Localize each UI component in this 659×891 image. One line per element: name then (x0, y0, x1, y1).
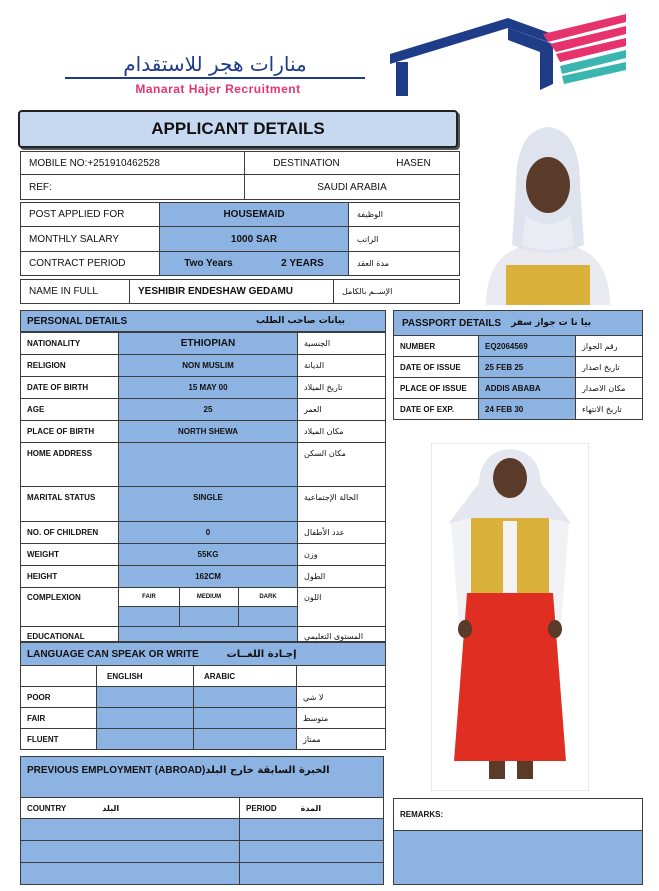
issue-date-label: DATE OF ISSUE (400, 362, 461, 372)
passport-number-value: EQ2064569 (485, 341, 528, 351)
lang-fluent-ar-cell (296, 728, 386, 750)
salary-ar-cell (348, 226, 460, 252)
language-header (20, 642, 386, 666)
issue-date-value: 25 FEB 25 (485, 362, 524, 372)
applicant-name: YESHIBIR ENDESHAW GEDAMU (138, 286, 294, 297)
passport-number-ar-cell (575, 335, 643, 357)
address-ar-cell (297, 442, 386, 487)
height-ar: الطول (304, 572, 326, 581)
height-ar-cell (297, 565, 386, 588)
expiry-ar-cell (575, 398, 643, 420)
pob-ar-cell (297, 420, 386, 443)
salary-value-cell (159, 226, 349, 252)
complexion-label-cell (20, 587, 119, 627)
dob-ar-cell (297, 376, 386, 399)
issue-place-label-cell (393, 377, 479, 399)
employment-header (20, 756, 384, 798)
issue-date-ar: تاريخ اصدار (582, 362, 620, 372)
contract-value: Two Years (184, 258, 233, 269)
age-ar: العمر (304, 405, 322, 414)
lang-poor-ar: لا شي (303, 692, 324, 702)
language-title-ar: إجـادة اللغــات (226, 648, 297, 660)
destination-country: SAUDI ARABIA (317, 181, 387, 193)
expiry-value-cell (478, 398, 576, 420)
lang-fluent-label: FLUENT (27, 734, 59, 744)
complexion-fair: FAIR (142, 594, 156, 600)
religion-ar: الديانة (304, 361, 325, 370)
weight-value: 55KG (197, 550, 219, 559)
height-label: HEIGHT (27, 572, 58, 581)
education-ar: المستوى التعليمي (304, 632, 364, 641)
emp-row-2-country (20, 840, 240, 863)
pob-label-cell (20, 420, 119, 443)
religion-label: RELIGION (27, 361, 66, 370)
expiry-ar: تاريخ الانتهاء (582, 404, 622, 414)
emp-row-1-period (239, 818, 384, 841)
name-ar: الإســم بالكامل (342, 287, 393, 296)
complexion-label: COMPLEXION (27, 593, 81, 602)
post-table (20, 202, 460, 276)
ref-cell (20, 174, 245, 200)
children-ar-cell (297, 521, 386, 544)
passport-number-value-cell (478, 335, 576, 357)
lang-arabic-cell (193, 665, 297, 687)
logo-house-icon (388, 14, 633, 100)
marital-ar-cell (297, 486, 386, 522)
emp-country-label: COUNTRY (27, 803, 67, 813)
expiry-label-cell (393, 398, 479, 420)
weight-ar-cell (297, 543, 386, 566)
lang-poor-label-cell (20, 686, 97, 708)
complexion-dark-cell (238, 587, 298, 607)
children-value: 0 (205, 528, 211, 537)
lang-poor-label: POOR (27, 692, 51, 702)
salary-ar: الراتب (357, 234, 379, 244)
contract-ar-cell (348, 251, 460, 276)
passport-number-label: NUMBER (400, 341, 436, 351)
lang-fluent-arabic (193, 728, 297, 750)
emp-period-ar: المدة (300, 803, 322, 813)
passport-number-ar: رقم الجواز (582, 341, 618, 351)
height-value: 162CM (195, 572, 221, 581)
issue-place-ar-cell (575, 377, 643, 399)
address-label: HOME ADDRESS (27, 449, 93, 458)
post-ar-cell (348, 202, 460, 227)
education-value-cell (118, 626, 298, 642)
contract-label: CONTRACT PERIOD (29, 258, 126, 269)
dob-label-cell (20, 376, 119, 399)
age-value: 25 (203, 405, 213, 414)
employment-title-ar: الخبرة السابقة خارج البلد (205, 765, 330, 776)
contract-value-cell (159, 251, 349, 276)
issue-date-value-cell (478, 356, 576, 378)
lang-fair-arabic (193, 707, 297, 729)
passport-number-label-cell (393, 335, 479, 357)
issue-date-ar-cell (575, 356, 643, 378)
passport-header (393, 310, 643, 336)
pob-ar: مكان الميلاد (304, 427, 344, 436)
lang-fair-label-cell (20, 707, 97, 729)
complexion-fair-value (118, 606, 180, 627)
passport-title: PASSPORT DETAILS (402, 317, 502, 329)
lang-fair-ar: متوسط (303, 713, 329, 723)
age-label-cell (20, 398, 119, 421)
age-label: AGE (27, 405, 45, 414)
applicant-full-body-photo (431, 443, 589, 791)
nationality-label-cell (20, 332, 119, 355)
education-label-cell (20, 626, 119, 642)
contract-label-cell (20, 251, 160, 276)
salary-label-cell (20, 226, 160, 252)
lang-poor-ar-cell (296, 686, 386, 708)
address-ar: مكان السكن (304, 449, 346, 458)
lang-ar-corner-cell (296, 665, 386, 687)
post-value-cell (159, 202, 349, 227)
complexion-medium: MEDIUM (196, 594, 222, 600)
children-ar: عدد الأطفال (304, 528, 345, 537)
lang-fair-english (96, 707, 194, 729)
name-label: NAME IN FULL (29, 286, 98, 297)
expiry-label: DATE OF EXP. (400, 404, 454, 414)
emp-row-3-country (20, 862, 240, 885)
personal-details-title-ar: بيانات صاحب الطلب (255, 316, 345, 326)
page-title-box (18, 110, 458, 148)
language-title: LANGUAGE CAN SPEAK OR WRITE (27, 648, 199, 660)
lang-poor-arabic (193, 686, 297, 708)
emp-country-cell (20, 797, 240, 819)
emp-row-3-period (239, 862, 384, 885)
emp-row-2-period (239, 840, 384, 863)
issue-place-value-cell (478, 377, 576, 399)
marital-label-cell (20, 486, 119, 522)
age-ar-cell (297, 398, 386, 421)
weight-value-cell (118, 543, 298, 566)
complexion-fair-cell (118, 587, 180, 607)
mobile-number: MOBILE NO:+251910462528 (29, 157, 160, 169)
children-value-cell (118, 521, 298, 544)
issue-date-label-cell (393, 356, 479, 378)
education-label: EDUCATIONAL (27, 632, 85, 641)
height-value-cell (118, 565, 298, 588)
age-value-cell (118, 398, 298, 421)
marital-value: SINGLE (193, 493, 223, 502)
logo-underline (65, 77, 365, 79)
complexion-dark: DARK (259, 594, 277, 600)
education-ar-cell (297, 626, 386, 642)
applicant-headshot-photo (466, 115, 630, 305)
weight-label-cell (20, 543, 119, 566)
lang-fair-label: FAIR (27, 713, 46, 723)
salary-value: 1000 SAR (230, 233, 278, 245)
dob-ar: تاريخ الميلاد (304, 383, 343, 392)
complexion-medium-cell (179, 587, 239, 607)
weight-label: WEIGHT (27, 550, 59, 559)
passport-title-ar: بيا نا ت جواز سفر (511, 318, 592, 328)
religion-label-cell (20, 354, 119, 377)
remarks-box (393, 830, 643, 885)
address-label-cell (20, 442, 119, 487)
ref-label: REF: (29, 181, 52, 193)
expiry-value: 24 FEB 30 (485, 404, 524, 414)
children-label: NO. OF CHILDREN (27, 528, 99, 537)
lang-fluent-english (96, 728, 194, 750)
employment-title: PREVIOUS EMPLOYMENT (ABROAD) (27, 765, 206, 776)
nationality-label: NATIONALITY (27, 339, 81, 348)
remarks-header-cell (393, 798, 643, 831)
complexion-ar-cell (297, 587, 386, 627)
emp-period-label: PERIOD (246, 803, 277, 813)
address-value-cell (118, 442, 298, 487)
religion-value-cell (118, 354, 298, 377)
emp-country-ar: البلد (102, 803, 120, 813)
destination-value: HASEN (396, 157, 431, 169)
complexion-medium-value (179, 606, 239, 627)
nationality-value: ETHIOPIAN (180, 338, 236, 349)
emp-period-cell (239, 797, 384, 819)
marital-ar: الحالة الإجتماعية (304, 493, 359, 502)
post-label-cell (20, 202, 160, 227)
issue-place-ar: مكان الاصدار (582, 383, 626, 393)
post-label: POST APPLIED FOR (29, 209, 125, 220)
name-label-cell (20, 279, 130, 304)
complexion-dark-value (238, 606, 298, 627)
pob-value: NORTH SHEWA (178, 427, 238, 436)
salary-label: MONTHLY SALARY (29, 233, 120, 245)
weight-ar: وزن (304, 550, 318, 559)
religion-ar-cell (297, 354, 386, 377)
dob-label: DATE OF BIRTH (27, 383, 89, 392)
personal-details-header (20, 310, 386, 332)
contract-value-years: 2 YEARS (281, 258, 324, 269)
destination-label: DESTINATION (273, 157, 340, 169)
page-title: APPLICANT DETAILS (151, 119, 325, 138)
lang-arabic-header: ARABIC (204, 671, 236, 681)
nationality-ar-cell (297, 332, 386, 355)
emp-row-1-country (20, 818, 240, 841)
mobile-cell (20, 151, 245, 175)
country-cell (244, 174, 460, 200)
issue-place-value: ADDIS ABABA (485, 383, 541, 393)
lang-fair-ar-cell (296, 707, 386, 729)
issue-place-label: PLACE OF ISSUE (400, 383, 467, 393)
lang-fluent-label-cell (20, 728, 97, 750)
nationality-ar: الجنسية (304, 339, 331, 348)
children-label-cell (20, 521, 119, 544)
marital-value-cell (118, 486, 298, 522)
logo-arabic: منارات هجر للاستقدام (123, 52, 307, 76)
lang-english-cell (96, 665, 194, 687)
lang-corner-cell (20, 665, 97, 687)
lang-poor-english (96, 686, 194, 708)
post-ar: الوظيفة (357, 210, 383, 219)
religion-value: NON MUSLIM (182, 361, 234, 370)
dob-value-cell (118, 376, 298, 399)
name-ar-cell (333, 279, 460, 304)
company-logo (55, 40, 635, 110)
post-value: HOUSEMAID (223, 209, 285, 220)
lang-fluent-ar: ممتاز (303, 734, 321, 744)
remarks-label: REMARKS: (400, 810, 444, 819)
name-value-cell (129, 279, 334, 304)
pob-value-cell (118, 420, 298, 443)
complexion-ar: اللون (304, 593, 322, 602)
logo-english: Manarat Hajer Recruitment (135, 82, 301, 96)
destination-cell (244, 151, 460, 175)
lang-english-header: ENGLISH (107, 671, 143, 681)
dob-value: 15 MAY 00 (188, 383, 228, 392)
contract-ar: مدة العقد (357, 259, 389, 268)
nationality-value-cell (118, 332, 298, 355)
height-label-cell (20, 565, 119, 588)
personal-details-title: PERSONAL DETAILS (27, 315, 128, 327)
marital-label: MARITAL STATUS (27, 493, 96, 502)
pob-label: PLACE OF BIRTH (27, 427, 95, 436)
